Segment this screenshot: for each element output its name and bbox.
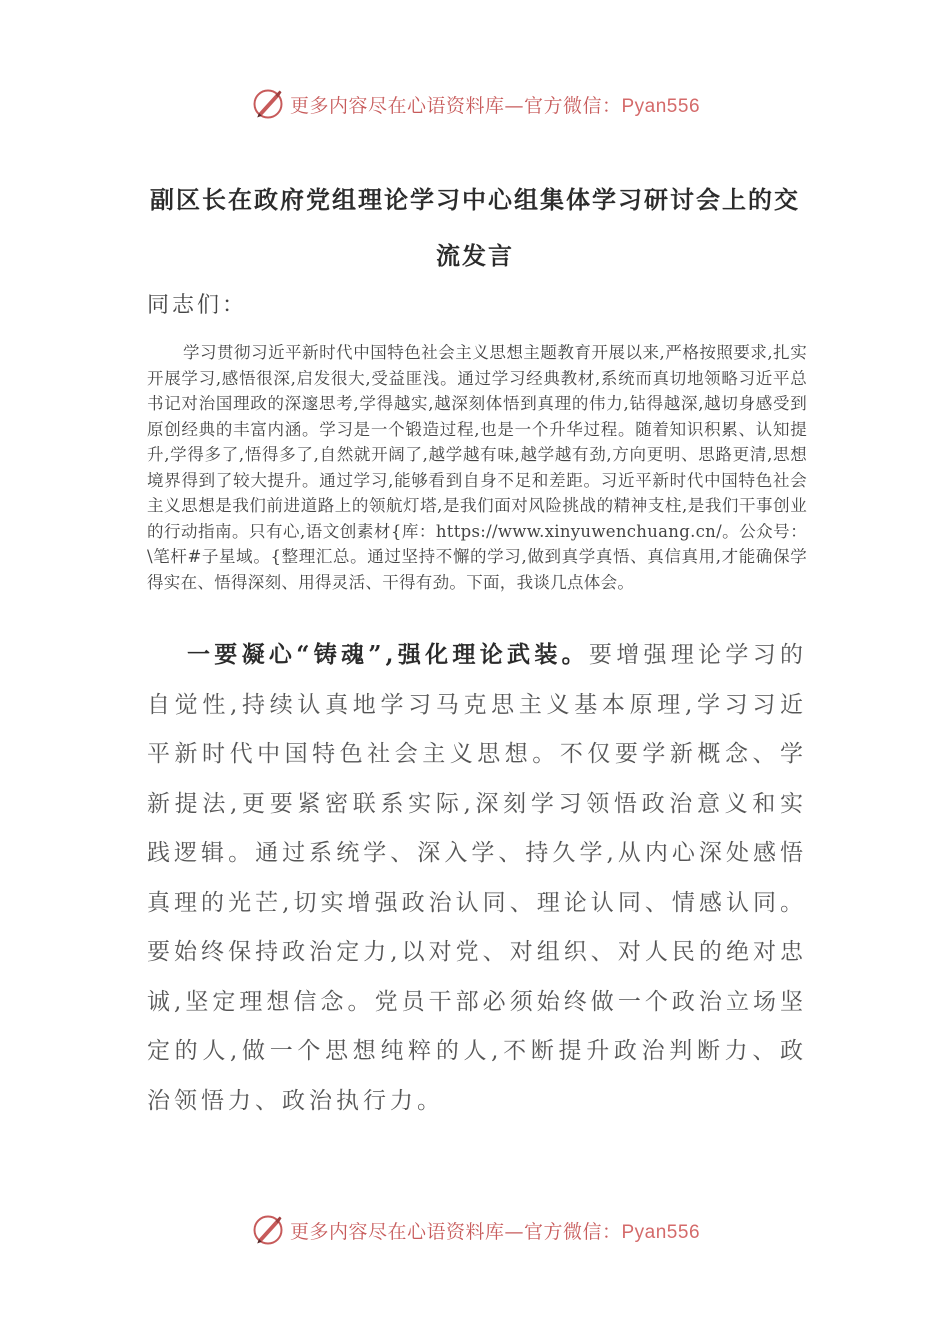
- section-1-heading: 一要凝心“铸魂”,强化理论武装。: [187, 641, 589, 668]
- pen-logo-icon: [250, 1212, 286, 1248]
- salutation: 同志们：: [147, 293, 248, 318]
- footer-banner: [0, 1210, 950, 1250]
- banner-text: 更多内容尽在心语资料库—官方微信：Pyan556: [289, 94, 701, 117]
- section-1-body: 要增强理论学习的自觉性,持续认真地学习马克思主义基本原理,学习习近平新时代中国特色社会主义思想。不仅要学新概念、学新提法,更要紧密联系实际,深刻学习领悟政治意义和实践逻辑。通过系统学、深入学、持久学,从内心深处感悟真理的光芒,切实增强政治认同、理论认同、情感认同。要始终保持政治定力,以对党、对组织、对人民的绝对忠诚,坚定理想信念。党员干部必须始终做一个政治立场坚定的人,做一个思想纯粹的人,不断提升政治判断力、政治领悟力、政治执行力。: [147, 642, 807, 1114]
- header-banner: [0, 84, 950, 124]
- pen-logo-icon: [250, 86, 286, 122]
- document-title: 副区长在政府党组理论学习中心组集体学习研讨会上的交流发言: [150, 185, 800, 270]
- intro-paragraph: 学习贯彻习近平新时代中国特色社会主义思想主题教育开展以来,严格按照要求,扎实开展学习,感悟很深,启发很大,受益匪浅。通过学习经典教材,系统而真切地领略习近平总书记对治国理政的深邃思考,学得越实,越深刻体悟到真理的伟力,钻得越深,越切身感受到原创经典的丰富内涵。学习是一个锻造过程,也是一个升华过程。随着知识积累、认知提升,学得多了,悟得多了,自然就开阔了,越学越有味,越学越有劲,方向更明、思路更清,思想境界得到了较大提升。通过学习,能够看到自身不足和差距。习近平新时代中国特色社会主义思想是我们前进道路上的领航灯塔,是我们面对风险挑战的精神支柱,是我们干事创业的行动指南。只有心,语文创素材{库：https://www.xinyuwenchuang.cn/。公众号：\笔杆#子星域。{整理汇总。通过坚持不懈的学习,做到真学真悟、真信真用,才能确保学得实在、悟得深刻、用得灵活、干得有劲。下面，我谈几点体会。: [147, 343, 807, 592]
- wechat-id: Pyan556: [621, 95, 701, 117]
- banner-text: 更多内容尽在心语资料库—官方微信：Pyan556: [289, 1220, 701, 1243]
- wechat-id: Pyan556: [621, 1221, 701, 1243]
- section-1-paragraph: [147, 630, 807, 1126]
